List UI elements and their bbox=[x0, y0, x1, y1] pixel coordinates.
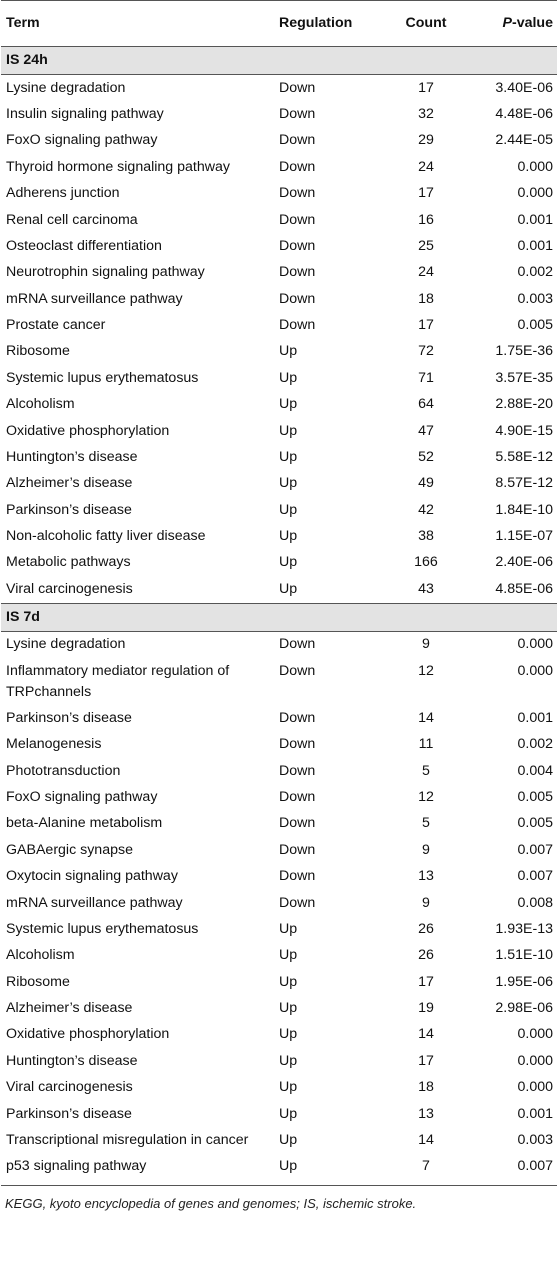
header-pvalue-italic: P bbox=[502, 15, 512, 31]
table-row bbox=[1, 890, 557, 916]
table-row bbox=[1, 995, 557, 1021]
cell-pvalue: 0.000 bbox=[517, 1052, 553, 1069]
cell-pvalue: 0.000 bbox=[517, 1026, 553, 1043]
table-row bbox=[1, 576, 557, 603]
table-row bbox=[1, 392, 557, 418]
cell-term: Parkinson’s disease bbox=[6, 1105, 132, 1122]
cell-pvalue: 0.001 bbox=[517, 709, 553, 726]
cell-regulation: Up bbox=[279, 580, 298, 597]
cell-term: Huntington’s disease bbox=[6, 448, 138, 465]
cell-count: 26 bbox=[418, 947, 434, 964]
header-regulation: Regulation bbox=[274, 1, 382, 47]
cell-regulation: Up bbox=[274, 1154, 382, 1186]
cell-pvalue: 0.000 bbox=[517, 636, 553, 653]
cell-count: 166 bbox=[414, 554, 438, 571]
cell-regulation: Up bbox=[279, 973, 298, 990]
table-row bbox=[1, 943, 557, 969]
cell-pvalue: 4.85E-06 bbox=[495, 580, 553, 597]
cell-regulation: Down bbox=[279, 789, 316, 806]
cell-regulation: Up bbox=[279, 343, 298, 360]
cell-regulation: Up bbox=[279, 1105, 298, 1122]
cell-term: Transcriptional misregulation in cancer bbox=[6, 1131, 249, 1148]
cell-term: Neurotrophin signaling pathway bbox=[6, 264, 205, 281]
header-row bbox=[1, 1, 557, 47]
cell-term: Oxidative phosphorylation bbox=[6, 1026, 170, 1043]
cell-term: Oxytocin signaling pathway bbox=[6, 868, 178, 885]
cell-pvalue: 0.005 bbox=[517, 317, 553, 334]
cell-count: 14 bbox=[418, 1131, 434, 1148]
cell-term: Systemic lupus erythematosus bbox=[6, 920, 199, 937]
cell-count: 17 bbox=[418, 79, 434, 96]
cell-count: 13 bbox=[418, 868, 434, 885]
cell-term: beta-Alanine metabolism bbox=[6, 815, 163, 832]
cell-pvalue: 0.000 bbox=[517, 185, 553, 202]
header-pvalue-rest: -value bbox=[511, 15, 553, 31]
cell-regulation: Down bbox=[279, 662, 316, 679]
cell-pvalue: 0.008 bbox=[517, 894, 553, 911]
cell-pvalue: 8.57E-12 bbox=[495, 475, 553, 492]
cell-pvalue: 0.003 bbox=[517, 290, 553, 307]
cell-term: Viral carcinogenesis bbox=[6, 580, 133, 597]
table-row bbox=[1, 444, 557, 470]
cell-count: 19 bbox=[418, 1000, 434, 1017]
cell-term: Melanogenesis bbox=[6, 736, 102, 753]
table-row bbox=[1, 969, 557, 995]
cell-term: Thyroid hormone signaling pathway bbox=[6, 158, 230, 175]
cell-pvalue: 1.15E-07 bbox=[495, 528, 553, 545]
cell-regulation: Up bbox=[279, 475, 298, 492]
cell-count: 72 bbox=[418, 343, 434, 360]
table-row bbox=[1, 365, 557, 391]
cell-regulation: Down bbox=[279, 132, 316, 149]
table-header bbox=[1, 1, 557, 47]
table-row bbox=[1, 705, 557, 731]
cell-pvalue: 3.57E-35 bbox=[495, 369, 553, 386]
table-row bbox=[1, 312, 557, 338]
cell-count: 17 bbox=[418, 973, 434, 990]
cell-term: Prostate cancer bbox=[6, 317, 106, 334]
cell-count: 7 bbox=[382, 1154, 470, 1186]
table-row bbox=[1, 1101, 557, 1127]
cell-term: Alcoholism bbox=[6, 396, 75, 413]
table-footnote: KEGG, kyoto encyclopedia of genes and genomes; IS, ischemic stroke. bbox=[5, 1196, 417, 1212]
cell-pvalue: 0.005 bbox=[517, 815, 553, 832]
table-row bbox=[1, 1048, 557, 1074]
cell-regulation: Up bbox=[279, 947, 298, 964]
section-header-row bbox=[1, 603, 557, 631]
cell-pvalue: 0.005 bbox=[517, 789, 553, 806]
cell-pvalue: 0.001 bbox=[517, 211, 553, 228]
cell-pvalue: 0.007 bbox=[470, 1154, 557, 1186]
cell-term: mRNA surveillance pathway bbox=[6, 894, 183, 911]
cell-pvalue: 2.44E-05 bbox=[495, 132, 553, 149]
cell-count: 64 bbox=[418, 396, 434, 413]
cell-regulation: Down bbox=[279, 636, 316, 653]
header-term: Term bbox=[1, 1, 274, 47]
cell-pvalue: 4.48E-06 bbox=[495, 106, 553, 123]
table-row bbox=[1, 128, 557, 154]
cell-regulation: Up bbox=[279, 1000, 298, 1017]
table-row bbox=[1, 418, 557, 444]
section-title: IS 7d bbox=[1, 603, 557, 631]
cell-pvalue: 0.000 bbox=[517, 1079, 553, 1096]
cell-regulation: Up bbox=[279, 369, 298, 386]
cell-count: 25 bbox=[418, 237, 434, 254]
cell-count: 5 bbox=[422, 762, 430, 779]
cell-count: 18 bbox=[418, 1079, 434, 1096]
cell-count: 24 bbox=[418, 264, 434, 281]
cell-term: Ribosome bbox=[6, 973, 70, 990]
cell-regulation: Up bbox=[279, 920, 298, 937]
cell-count: 71 bbox=[418, 369, 434, 386]
cell-pvalue: 2.40E-06 bbox=[495, 554, 553, 571]
cell-pvalue: 2.88E-20 bbox=[495, 396, 553, 413]
cell-regulation: Down bbox=[279, 868, 316, 885]
cell-pvalue: 0.001 bbox=[517, 237, 553, 254]
section-title: IS 24h bbox=[1, 47, 557, 75]
cell-term: GABAergic synapse bbox=[6, 841, 133, 858]
table-row bbox=[1, 1127, 557, 1153]
cell-term: Lysine degradation bbox=[6, 79, 126, 96]
cell-term: Alcoholism bbox=[6, 947, 75, 964]
cell-count: 17 bbox=[418, 317, 434, 334]
cell-pvalue: 0.007 bbox=[517, 868, 553, 885]
cell-pvalue: 0.003 bbox=[517, 1131, 553, 1148]
cell-term: FoxO signaling pathway bbox=[6, 132, 158, 149]
cell-term: Viral carcinogenesis bbox=[6, 1079, 133, 1096]
cell-count: 32 bbox=[418, 106, 434, 123]
table-row bbox=[1, 864, 557, 890]
table-row bbox=[1, 233, 557, 259]
cell-term: Alzheimer’s disease bbox=[6, 475, 133, 492]
cell-count: 9 bbox=[422, 841, 430, 858]
table-row bbox=[1, 784, 557, 810]
cell-count: 16 bbox=[418, 211, 434, 228]
cell-term: Non-alcoholic fatty liver disease bbox=[6, 528, 206, 545]
cell-regulation: Down bbox=[279, 264, 316, 281]
table-row bbox=[1, 732, 557, 758]
cell-count: 13 bbox=[418, 1105, 434, 1122]
cell-term: Huntington’s disease bbox=[6, 1052, 138, 1069]
cell-term: p53 signaling pathway bbox=[1, 1154, 274, 1186]
table-row bbox=[1, 631, 557, 658]
cell-regulation: Down bbox=[279, 185, 316, 202]
cell-count: 29 bbox=[418, 132, 434, 149]
cell-term: Alzheimer’s disease bbox=[6, 1000, 133, 1017]
cell-term: Renal cell carcinoma bbox=[6, 211, 138, 228]
table-body bbox=[1, 47, 557, 1186]
cell-regulation: Down bbox=[279, 841, 316, 858]
cell-term: mRNA surveillance pathway bbox=[6, 290, 183, 307]
cell-pvalue: 0.000 bbox=[517, 158, 553, 175]
cell-pvalue: 1.51E-10 bbox=[495, 947, 553, 964]
cell-term: Metabolic pathways bbox=[6, 554, 131, 571]
cell-regulation: Down bbox=[279, 106, 316, 123]
table-row bbox=[1, 658, 557, 705]
cell-pvalue: 0.002 bbox=[517, 736, 553, 753]
cell-count: 12 bbox=[418, 789, 434, 806]
cell-term: Insulin signaling pathway bbox=[6, 106, 164, 123]
table-row bbox=[1, 523, 557, 549]
table-row bbox=[1, 758, 557, 784]
table-row bbox=[1, 1154, 557, 1186]
table-row bbox=[1, 286, 557, 312]
table-row bbox=[1, 207, 557, 233]
cell-regulation: Up bbox=[279, 1052, 298, 1069]
cell-term: Parkinson’s disease bbox=[6, 501, 132, 518]
table-row bbox=[1, 75, 557, 102]
table-row bbox=[1, 497, 557, 523]
cell-pvalue: 1.93E-13 bbox=[495, 920, 553, 937]
table-row bbox=[1, 154, 557, 180]
cell-pvalue: 1.84E-10 bbox=[495, 501, 553, 518]
cell-regulation: Up bbox=[279, 448, 298, 465]
cell-count: 38 bbox=[418, 528, 434, 545]
cell-term: Adherens junction bbox=[6, 185, 120, 202]
cell-regulation: Up bbox=[279, 528, 298, 545]
cell-pvalue: 3.40E-06 bbox=[495, 79, 553, 96]
cell-regulation: Down bbox=[279, 894, 316, 911]
cell-pvalue: 0.004 bbox=[517, 762, 553, 779]
table-row bbox=[1, 339, 557, 365]
cell-regulation: Up bbox=[279, 501, 298, 518]
cell-term: FoxO signaling pathway bbox=[6, 789, 158, 806]
table-row bbox=[1, 811, 557, 837]
cell-regulation: Up bbox=[279, 554, 298, 571]
table-row bbox=[1, 550, 557, 576]
cell-regulation: Up bbox=[279, 1131, 298, 1148]
cell-regulation: Down bbox=[279, 158, 316, 175]
cell-count: 47 bbox=[418, 422, 434, 439]
table-row bbox=[1, 101, 557, 127]
cell-regulation: Down bbox=[279, 290, 316, 307]
cell-count: 18 bbox=[418, 290, 434, 307]
cell-count: 14 bbox=[418, 709, 434, 726]
cell-regulation: Down bbox=[279, 211, 316, 228]
cell-regulation: Down bbox=[279, 762, 316, 779]
cell-term: Lysine degradation bbox=[6, 636, 126, 653]
cell-count: 9 bbox=[422, 636, 430, 653]
cell-count: 11 bbox=[418, 736, 434, 753]
table-row bbox=[1, 916, 557, 942]
cell-term: Ribosome bbox=[6, 343, 70, 360]
cell-regulation: Up bbox=[279, 1026, 298, 1043]
cell-regulation: Down bbox=[279, 317, 316, 334]
cell-pvalue: 0.000 bbox=[517, 662, 553, 679]
cell-count: 43 bbox=[418, 580, 434, 597]
section-header-row bbox=[1, 47, 557, 75]
cell-regulation: Down bbox=[279, 79, 316, 96]
cell-count: 42 bbox=[418, 501, 434, 518]
kegg-pathway-table bbox=[1, 0, 557, 1186]
cell-count: 9 bbox=[422, 894, 430, 911]
cell-pvalue: 1.75E-36 bbox=[495, 343, 553, 360]
cell-count: 26 bbox=[418, 920, 434, 937]
cell-regulation: Up bbox=[279, 396, 298, 413]
cell-count: 49 bbox=[418, 475, 434, 492]
table-row bbox=[1, 837, 557, 863]
cell-pvalue: 0.007 bbox=[517, 841, 553, 858]
cell-term: Systemic lupus erythematosus bbox=[6, 369, 199, 386]
cell-pvalue: 1.95E-06 bbox=[495, 973, 553, 990]
cell-term: Osteoclast differentiation bbox=[6, 237, 162, 254]
table-row bbox=[1, 1075, 557, 1101]
cell-pvalue: 0.001 bbox=[517, 1105, 553, 1122]
cell-count: 52 bbox=[418, 448, 434, 465]
cell-term: Oxidative phosphorylation bbox=[6, 422, 170, 439]
cell-count: 12 bbox=[418, 662, 434, 679]
table-row bbox=[1, 181, 557, 207]
cell-regulation: Down bbox=[279, 815, 316, 832]
cell-regulation: Down bbox=[279, 736, 316, 753]
table-row bbox=[1, 260, 557, 286]
cell-count: 5 bbox=[422, 815, 430, 832]
cell-term: Inflammatory mediator regulation of TRPchannels bbox=[6, 662, 230, 700]
cell-pvalue: 2.98E-06 bbox=[495, 1000, 553, 1017]
cell-count: 17 bbox=[418, 185, 434, 202]
cell-regulation: Up bbox=[279, 422, 298, 439]
cell-regulation: Down bbox=[279, 237, 316, 254]
table-row bbox=[1, 1022, 557, 1048]
header-pvalue bbox=[470, 1, 557, 47]
cell-term: Parkinson’s disease bbox=[6, 709, 132, 726]
cell-regulation: Up bbox=[279, 1079, 298, 1096]
table-row bbox=[1, 471, 557, 497]
cell-regulation: Down bbox=[279, 709, 316, 726]
header-count: Count bbox=[382, 1, 470, 47]
cell-pvalue: 4.90E-15 bbox=[495, 422, 553, 439]
cell-count: 14 bbox=[418, 1026, 434, 1043]
cell-pvalue: 5.58E-12 bbox=[495, 448, 553, 465]
cell-pvalue: 0.002 bbox=[517, 264, 553, 281]
cell-count: 24 bbox=[418, 158, 434, 175]
cell-count: 17 bbox=[418, 1052, 434, 1069]
cell-term: Phototransduction bbox=[6, 762, 121, 779]
